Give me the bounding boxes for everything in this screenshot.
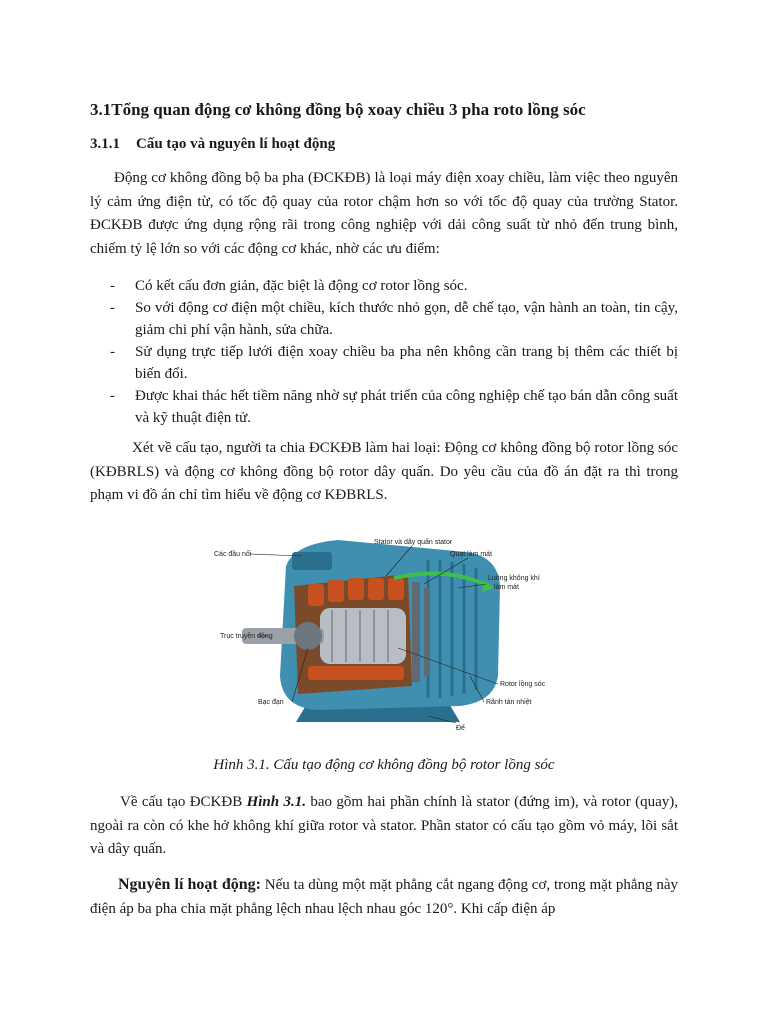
structure-paragraph xyxy=(90,791,678,862)
list-item xyxy=(90,275,678,297)
list-item-text: So với động cơ điện một chiều, kích thước nhỏ gọn, dễ chế tạo, vận hành an toàn, tin cậy, giảm chi phí vận hành, sửa chữa. xyxy=(135,300,678,338)
label-fan: Quạt làm mát xyxy=(450,551,493,558)
bullet-marker: - xyxy=(110,388,115,404)
label-shaft: Trục truyền động xyxy=(220,633,273,640)
bearing xyxy=(294,622,322,650)
terminal-box xyxy=(292,552,332,570)
list-item xyxy=(90,297,678,341)
principle-paragraph xyxy=(90,873,678,921)
bullet-marker: - xyxy=(110,278,115,294)
motor-cutaway-figure xyxy=(198,526,570,748)
list-item-text: Sử dụng trực tiếp lưới điện xoay chiều ba pha nên không cần trang bị thêm các thiết bị biến đổi. xyxy=(135,344,678,382)
subsection-heading xyxy=(90,136,335,153)
subsection-number: 3.1.1 xyxy=(90,136,120,152)
label-airflow-line2: làm mát xyxy=(494,584,519,591)
structure-text-end: bao gồm hai phần chính là stator (đứng im), và rotor (quay), ngoài ra còn có khe hở không khí giữa rotor và stator. Phần stator có cấu tạo gồm vỏ máy, lõi sắt và dây quấn. xyxy=(90,794,679,857)
label-bearing: Bạc đạn xyxy=(258,699,284,706)
label-rotor: Rotor lồng sóc xyxy=(500,681,546,688)
bullet-marker: - xyxy=(110,300,115,316)
section-title: Tổng quan động cơ không đồng bộ xoay chiều 3 pha roto lồng sóc xyxy=(111,100,586,119)
section-number: 3.1 xyxy=(90,100,112,119)
principle-text: Nếu ta dùng một mặt phẳng cắt ngang động cơ, trong mặt phẳng này điện áp ba pha chia mặt phẳng lệch nhau lệch nhau góc 120°. Khi cấp điện áp xyxy=(90,877,678,917)
principle-label: Nguyên lí hoạt động: xyxy=(118,876,261,893)
bullet-marker: - xyxy=(110,344,115,360)
label-airflow-line1: Luồng không khí xyxy=(488,575,540,582)
label-stator: Stator và dây quấn stator xyxy=(374,539,453,546)
classification-paragraph: Xét về cấu tạo, người ta chia ĐCKĐB làm hai loại: Động cơ không đồng bộ rotor lồng sóc (KĐBRLS) và động cơ không đồng bộ rotor dây quấn. Do yêu cầu của đồ án đặt ra thì trong phạm vi đồ án chỉ tìm hiểu về động cơ KĐBRLS. xyxy=(90,440,678,503)
label-fins: Rãnh tản nhiệt xyxy=(486,699,532,706)
list-item xyxy=(90,341,678,385)
list-item-text: Có kết cấu đơn giản, đặc biệt là động cơ rotor lồng sóc. xyxy=(135,278,468,294)
figure-caption: Hình 3.1. Cấu tạo động cơ không đồng bộ rotor lồng sóc xyxy=(213,757,555,773)
advantages-list xyxy=(90,275,678,429)
structure-text-start: Về cấu tạo ĐCKĐB xyxy=(120,794,247,810)
section-heading xyxy=(90,100,586,120)
subsection-title: Cấu tạo và nguyên lí hoạt động xyxy=(136,136,336,152)
intro-paragraph: Động cơ không đồng bộ ba pha (ĐCKĐB) là loại máy điện xoay chiều, làm việc theo nguyên lý cảm ứng điện từ, có tốc độ quay của rotor chậm hơn so với tốc độ quay của trường Stator. ĐCKĐB được ứng dụng rộng rãi trong công nghiệp với dải công suất từ nhỏ đến trung bình, chiếm tỷ lệ lớn so với các động cơ khác, nhờ các ưu điểm: xyxy=(90,170,678,257)
figure-reference: Hình 3.1. xyxy=(246,794,306,810)
label-base: Đế xyxy=(456,725,465,732)
label-terminals: Các đầu nối xyxy=(214,551,252,558)
list-item xyxy=(90,385,678,429)
list-item-text: Được khai thác hết tiềm năng nhờ sự phát triển của công nghiệp chế tạo bán dẫn công suất và kỹ thuật điện tử. xyxy=(135,388,678,426)
